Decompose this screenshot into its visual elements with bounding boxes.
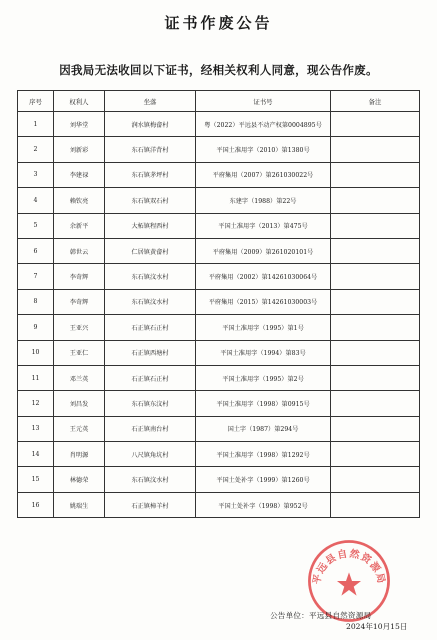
cell-certificate: 平府集用（2007）第261030022号 xyxy=(196,162,331,187)
table-row xyxy=(18,492,420,517)
table-row xyxy=(18,391,420,416)
cell-note xyxy=(331,315,420,340)
table-row xyxy=(18,365,420,390)
cell-location: 石正镇樟羊村 xyxy=(105,492,196,517)
cell-location: 石正镇西塘村 xyxy=(105,340,196,365)
cell-location: 东石镇洋背村 xyxy=(105,137,196,162)
cell-no: 9 xyxy=(18,315,54,340)
cell-note xyxy=(331,137,420,162)
cell-certificate: 平国土准用字（2013）第475号 xyxy=(196,213,331,238)
cell-owner: 韩世云 xyxy=(54,238,105,263)
cell-no: 8 xyxy=(18,289,54,314)
cell-owner: 刘昌发 xyxy=(54,391,105,416)
table-row xyxy=(18,340,420,365)
cell-location: 东石镇茅坪村 xyxy=(105,162,196,187)
cell-note xyxy=(331,391,420,416)
cell-owner: 李建禄 xyxy=(54,162,105,187)
table-row xyxy=(18,467,420,492)
cell-location: 东石镇汶水村 xyxy=(105,264,196,289)
cell-owner: 肖明源 xyxy=(54,442,105,467)
cell-owner: 林德荣 xyxy=(54,467,105,492)
cell-no: 12 xyxy=(18,391,54,416)
cell-owner: 王元英 xyxy=(54,416,105,441)
cell-note xyxy=(331,416,420,441)
header-owner: 权利人 xyxy=(54,91,105,112)
cell-no: 10 xyxy=(18,340,54,365)
cell-certificate: 平国土处补字（1999）第1260号 xyxy=(196,467,331,492)
cell-owner: 李奇辉 xyxy=(54,289,105,314)
cell-no: 13 xyxy=(18,416,54,441)
cell-certificate: 国土字（1987）第294号 xyxy=(196,416,331,441)
issuer-signature: 公告单位：平远县自然资源局 xyxy=(270,611,372,620)
table-row xyxy=(18,416,420,441)
cell-note xyxy=(331,264,420,289)
cell-note xyxy=(331,467,420,492)
table-row xyxy=(18,162,420,187)
cell-owner: 余新平 xyxy=(54,213,105,238)
cell-certificate: 东建字（1988）第22号 xyxy=(196,188,331,213)
table-row xyxy=(18,137,420,162)
cell-location: 润水镇梅畲村 xyxy=(105,112,196,137)
cell-location: 八尺镇角坑村 xyxy=(105,442,196,467)
cell-no: 14 xyxy=(18,442,54,467)
cell-location: 石正镇石正村 xyxy=(105,315,196,340)
header-certificate: 证书号 xyxy=(196,91,331,112)
cell-no: 16 xyxy=(18,492,54,517)
cell-certificate: 平府集用（2015）第14261030003号 xyxy=(196,289,331,314)
cell-no: 1 xyxy=(18,112,54,137)
cell-owner: 邓兰英 xyxy=(54,365,105,390)
cell-note xyxy=(331,340,420,365)
cell-no: 7 xyxy=(18,264,54,289)
cell-location: 大柘镇程西村 xyxy=(105,213,196,238)
cell-certificate: 平府集用（2009）第261020101号 xyxy=(196,238,331,263)
cell-certificate: 平国土准用字（1995）第2号 xyxy=(196,365,331,390)
table-body xyxy=(18,112,420,518)
cell-note xyxy=(331,162,420,187)
cell-note xyxy=(331,289,420,314)
cell-note xyxy=(331,188,420,213)
cell-location: 石正镇南台村 xyxy=(105,416,196,441)
cell-note xyxy=(331,365,420,390)
table-row xyxy=(18,188,420,213)
cell-location: 仁居镇黄畲村 xyxy=(105,238,196,263)
table-header-row xyxy=(18,91,420,112)
header-no: 序号 xyxy=(18,91,54,112)
cell-note xyxy=(331,492,420,517)
certificate-table xyxy=(17,90,420,518)
cell-no: 2 xyxy=(18,137,54,162)
header-note: 备注 xyxy=(331,91,420,112)
cell-location: 石正镇石正村 xyxy=(105,365,196,390)
cell-no: 5 xyxy=(18,213,54,238)
cell-certificate: 平国土准用字（1994）第83号 xyxy=(196,340,331,365)
cell-owner: 姚瑞生 xyxy=(54,492,105,517)
cell-note xyxy=(331,112,420,137)
cell-no: 4 xyxy=(18,188,54,213)
cell-owner: 王亚仁 xyxy=(54,340,105,365)
header-location: 坐落 xyxy=(105,91,196,112)
cell-no: 11 xyxy=(18,365,54,390)
cell-no: 15 xyxy=(18,467,54,492)
cell-certificate: 平国土准用字（1995）第1号 xyxy=(196,315,331,340)
cell-location: 东石镇汶水村 xyxy=(105,467,196,492)
cell-note xyxy=(331,442,420,467)
table-row xyxy=(18,315,420,340)
cell-owner: 王亚兴 xyxy=(54,315,105,340)
seal-text: 平远县自然资源局 xyxy=(311,548,387,586)
cell-no: 6 xyxy=(18,238,54,263)
table-row xyxy=(18,112,420,137)
cell-owner: 李奇辉 xyxy=(54,264,105,289)
cell-owner: 赖钦亮 xyxy=(54,188,105,213)
cell-certificate: 平国土准用字（1998）第0915号 xyxy=(196,391,331,416)
cell-certificate: 平国土处补字（1998）第952号 xyxy=(196,492,331,517)
table-row xyxy=(18,238,420,263)
cell-no: 3 xyxy=(18,162,54,187)
issue-date: 2024年10月15日 xyxy=(346,622,408,631)
cell-location: 东石镇东汶村 xyxy=(105,391,196,416)
cell-owner: 刘华堂 xyxy=(54,112,105,137)
cell-certificate: 平国土准用字（2010）第1380号 xyxy=(196,137,331,162)
table-row xyxy=(18,442,420,467)
announcement-text: 因我局无法收回以下证书，经相关权利人同意，现公告作废。 xyxy=(59,63,378,77)
cell-certificate: 平府集用（2002）第14261030064号 xyxy=(196,264,331,289)
cell-note xyxy=(331,238,420,263)
page-title: 证书作废公告 xyxy=(164,14,273,32)
cell-location: 东石镇双石村 xyxy=(105,188,196,213)
cell-note xyxy=(331,213,420,238)
cell-location: 东石镇汶水村 xyxy=(105,289,196,314)
table-row xyxy=(18,264,420,289)
cell-certificate: 粤（2022）平远县不动产权第0004895号 xyxy=(196,112,331,137)
cell-owner: 刘新彩 xyxy=(54,137,105,162)
cell-certificate: 平国土准用字（1998）第1292号 xyxy=(196,442,331,467)
table-row xyxy=(18,289,420,314)
table-row xyxy=(18,213,420,238)
